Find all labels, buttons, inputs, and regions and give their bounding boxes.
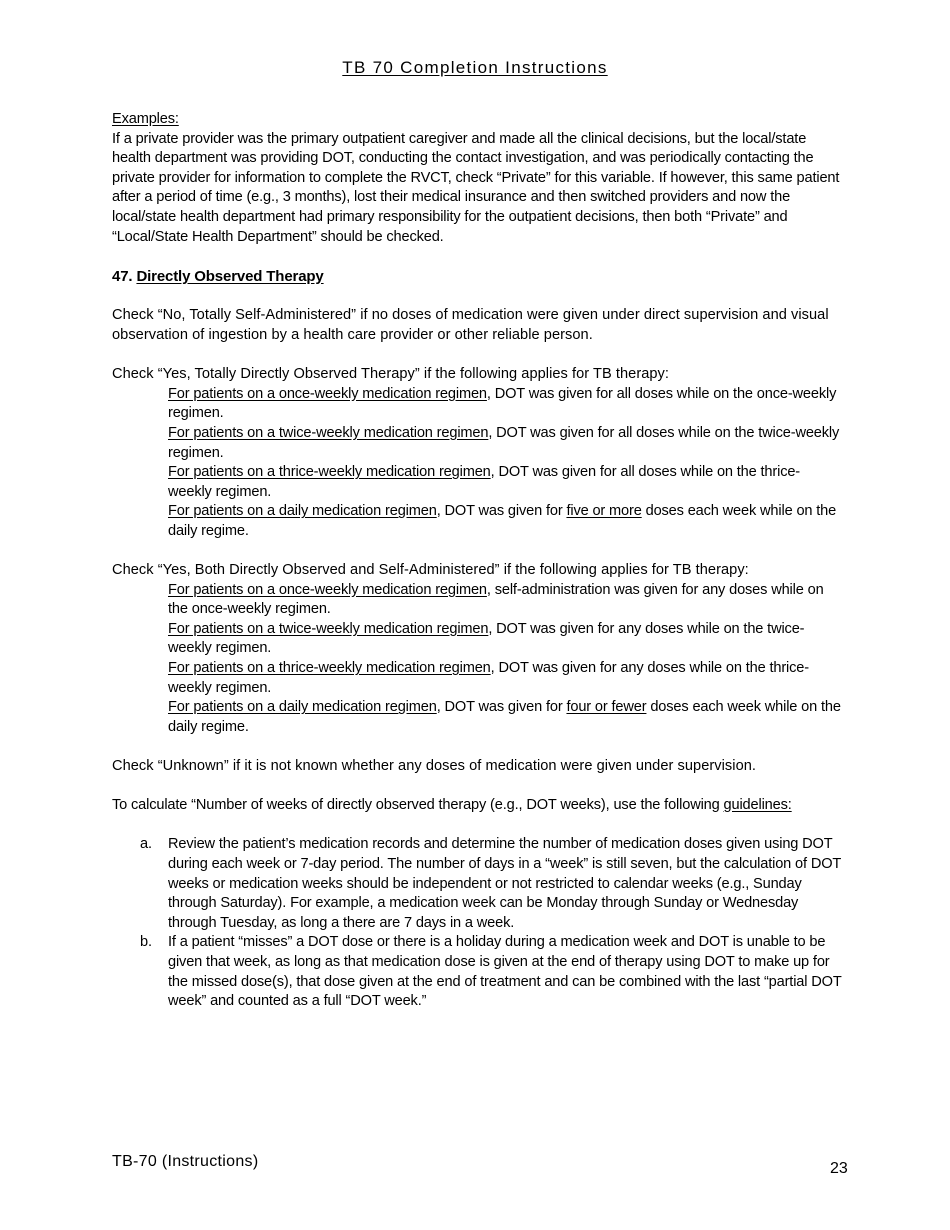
check-yes-dot-list — [112, 385, 842, 542]
list-marker: b. — [140, 934, 152, 951]
section-title: Directly Observed Therapy — [136, 267, 324, 285]
list-item: For patients on a twice-weekly medication regimen, DOT was given for any doses while on the twice-weekly regimen. — [168, 620, 805, 657]
section-number: 47. — [112, 267, 133, 285]
list-item: b. If a patient “misses” a DOT dose or there is a holiday during a medication week and DOT is unable to be given that week, as long as that medication dose is given at the end of therapy using DOT to make up for the missed dose(s), that dose given at the end of treatment and can be combined with the last “partial DOT week” and counted as a full “DOT week.” — [140, 934, 842, 1010]
list-item: For patients on a daily medication regimen, DOT was given for four or fewer doses each week while on the daily regime. — [168, 699, 841, 735]
list-item: For patients on a twice-weekly medication regimen, DOT was given for all doses while on the twice-weekly regimen. — [168, 424, 840, 461]
list-marker: a. — [140, 836, 152, 853]
list-item: For patients on a once-weekly medication regimen, DOT was given for all doses while on the once-weekly regimen. — [168, 385, 837, 422]
list-item: For patients on a once-weekly medication regimen, self-administration was given for any doses while on the once-weekly regimen. — [168, 581, 824, 618]
list-item: For patients on a thrice-weekly medication regimen, DOT was given for any doses while on the thrice-weekly regimen. — [168, 660, 809, 696]
check-yes-both-lead: Check “Yes, Both Directly Observed and Self-Administered” if the following applies for TB therapy: — [112, 562, 749, 579]
check-yes-dot-lead: Check “Yes, Totally Directly Observed Therapy” if the following applies for TB therapy: — [112, 366, 670, 383]
list-item: For patients on a daily medication regimen, DOT was given for five or more doses each week while on the daily regime. — [168, 503, 837, 539]
examples-label: Examples: — [112, 111, 179, 127]
calculate-text: To calculate “Number of weeks of directly observed therapy (e.g., DOT weeks), use the following guidelines: — [112, 797, 792, 814]
guidelines-list — [112, 835, 842, 1011]
examples-text: If a private provider was the primary outpatient caregiver and made all the clinical decisions, but the local/state health department was providing DOT, conducting the contact investigation, and was periodically contacting the private provider for information to complete the RVCT, check “Private” for this variable. If however, this same patient after a period of time (e.g., 3 months), lost their medical insurance and then switched providers and now the local/state health department had primary responsibility for the outpatient decisions, then both “Private” and “Local/State Health Department” should be checked. — [112, 130, 840, 245]
page-number: 23 — [830, 1160, 848, 1177]
footer-form-label: TB-70 (Instructions) — [112, 1153, 259, 1170]
check-yes-both-list — [112, 581, 842, 738]
section-heading — [112, 267, 842, 287]
page-title: TB 70 Completion Instructions — [342, 58, 608, 77]
check-unknown-text: Check “Unknown” if it is not known whether any doses of medication were given under supervision. — [112, 758, 757, 774]
check-no-text: Check “No, Totally Self-Administered” if no doses of medication were given under direct supervision and visual observation of ingestion by a health care provider or other reliable person. — [112, 307, 829, 343]
list-item: For patients on a thrice-weekly medication regimen, DOT was given for all doses while on the thrice-weekly regimen. — [168, 464, 801, 500]
list-item: a. Review the patient’s medication records and determine the number of medication doses given using DOT during each week or 7-day period. The number of days in a “week” is still seven, but the calculation of DOT weeks or medication weeks should be independent or not restricted to calendar weeks (e.g., Sunday through Saturday). For example, a medication week can be Monday through Sunday or Wednesday through Tuesday, as long a there are 7 days in a week. — [140, 836, 841, 931]
document-body — [112, 110, 842, 1012]
